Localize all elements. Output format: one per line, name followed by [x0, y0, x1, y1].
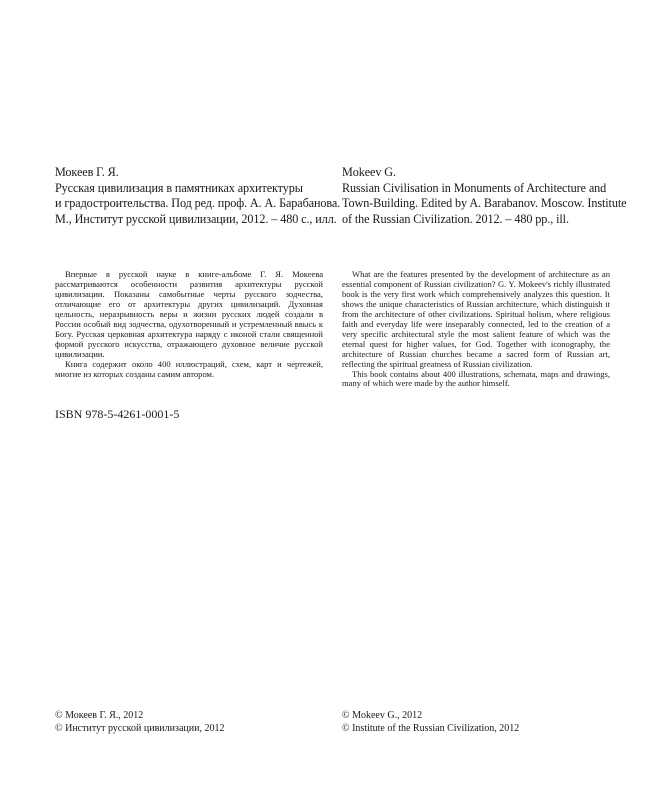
english-imprint: of the Russian Civilization. 2012. – 480 pp., ill.: [342, 211, 569, 226]
russian-abstract: [55, 270, 323, 379]
english-title-line-1: Russian Civilisation in Monuments of Architecture and: [342, 180, 607, 195]
russian-abstract-paragraph-2: Книга содержит около 400 иллюстраций, схем, карт и чертежей, многие из которых созданы самим автором.: [55, 358, 323, 379]
english-abstract: [342, 270, 610, 389]
english-bibliographic-record: [342, 165, 627, 227]
english-author: Mokeev G.: [342, 165, 396, 179]
russian-title-line-2: и градостроительства. Под ред. проф. А. А. Барабанова.: [55, 196, 341, 210]
english-copyright-author: © Mokeev G., 2012: [342, 710, 423, 721]
russian-bibliographic-record: [55, 165, 341, 227]
russian-abstract-paragraph-1: Впервые в русской науке в книге-альбоме Г. Я. Мокеева рассматриваются особенности развития архитектуры русской цивилизации. Показаны самобытные черты русского зодчества, отличающие его от архитектуры других цивилизаций. Духовная цельность, неразрывность веры и жизни русских людей создали в России особый вид зодчества, одухотворенный и устремленный ввысь к Богу. Русская церковная архитектура наряду с иконой стали священной формой русского искусства, отражающего духовное величие русской цивилизации.: [55, 269, 323, 359]
russian-author: Мокеев Г. Я.: [55, 165, 119, 179]
russian-copyright: [55, 710, 323, 735]
russian-title-line-1: Русская цивилизация в памятниках архитектуры: [55, 180, 303, 195]
russian-copyright-author: © Мокеев Г. Я., 2012: [55, 710, 144, 721]
english-abstract-paragraph-1: What are the features presented by the development of architecture as an essential component of Russian civilization? G. Y. Mokeev's richly illustrated book is the very first work which comprehensively analyzes this question. It shows the unique characteristics of Russian architecture, which distinguish it from the architecture of other civilizations. Spiritual holism, where religious faith and everyday life were inseparably connected, led to the creation of a very specific architectural style the most salient feature of which was the eternal quest for higher values, for God. Together with iconography, the architecture of Russian churches became a sacred form of Russian art, reflecting the spiritual greatness of Russian civilization.: [342, 269, 610, 369]
isbn: ISBN 978-5-4261-0001-5: [55, 407, 180, 421]
english-copyright: [342, 710, 610, 735]
english-title-line-2: Town-Building. Edited by A. Barabanov. Moscow. Institute: [342, 196, 627, 210]
russian-imprint: М., Институт русской цивилизации, 2012. – 480 с., илл.: [55, 211, 337, 226]
russian-copyright-institute: © Институт русской цивилизации, 2012: [55, 722, 225, 734]
english-abstract-paragraph-2: This book contains about 400 illustrations, schemata, maps and drawings, many of which were made by the author himself.: [342, 368, 610, 389]
english-copyright-institute: © Institute of the Russian Civilization, 2012: [342, 722, 520, 734]
